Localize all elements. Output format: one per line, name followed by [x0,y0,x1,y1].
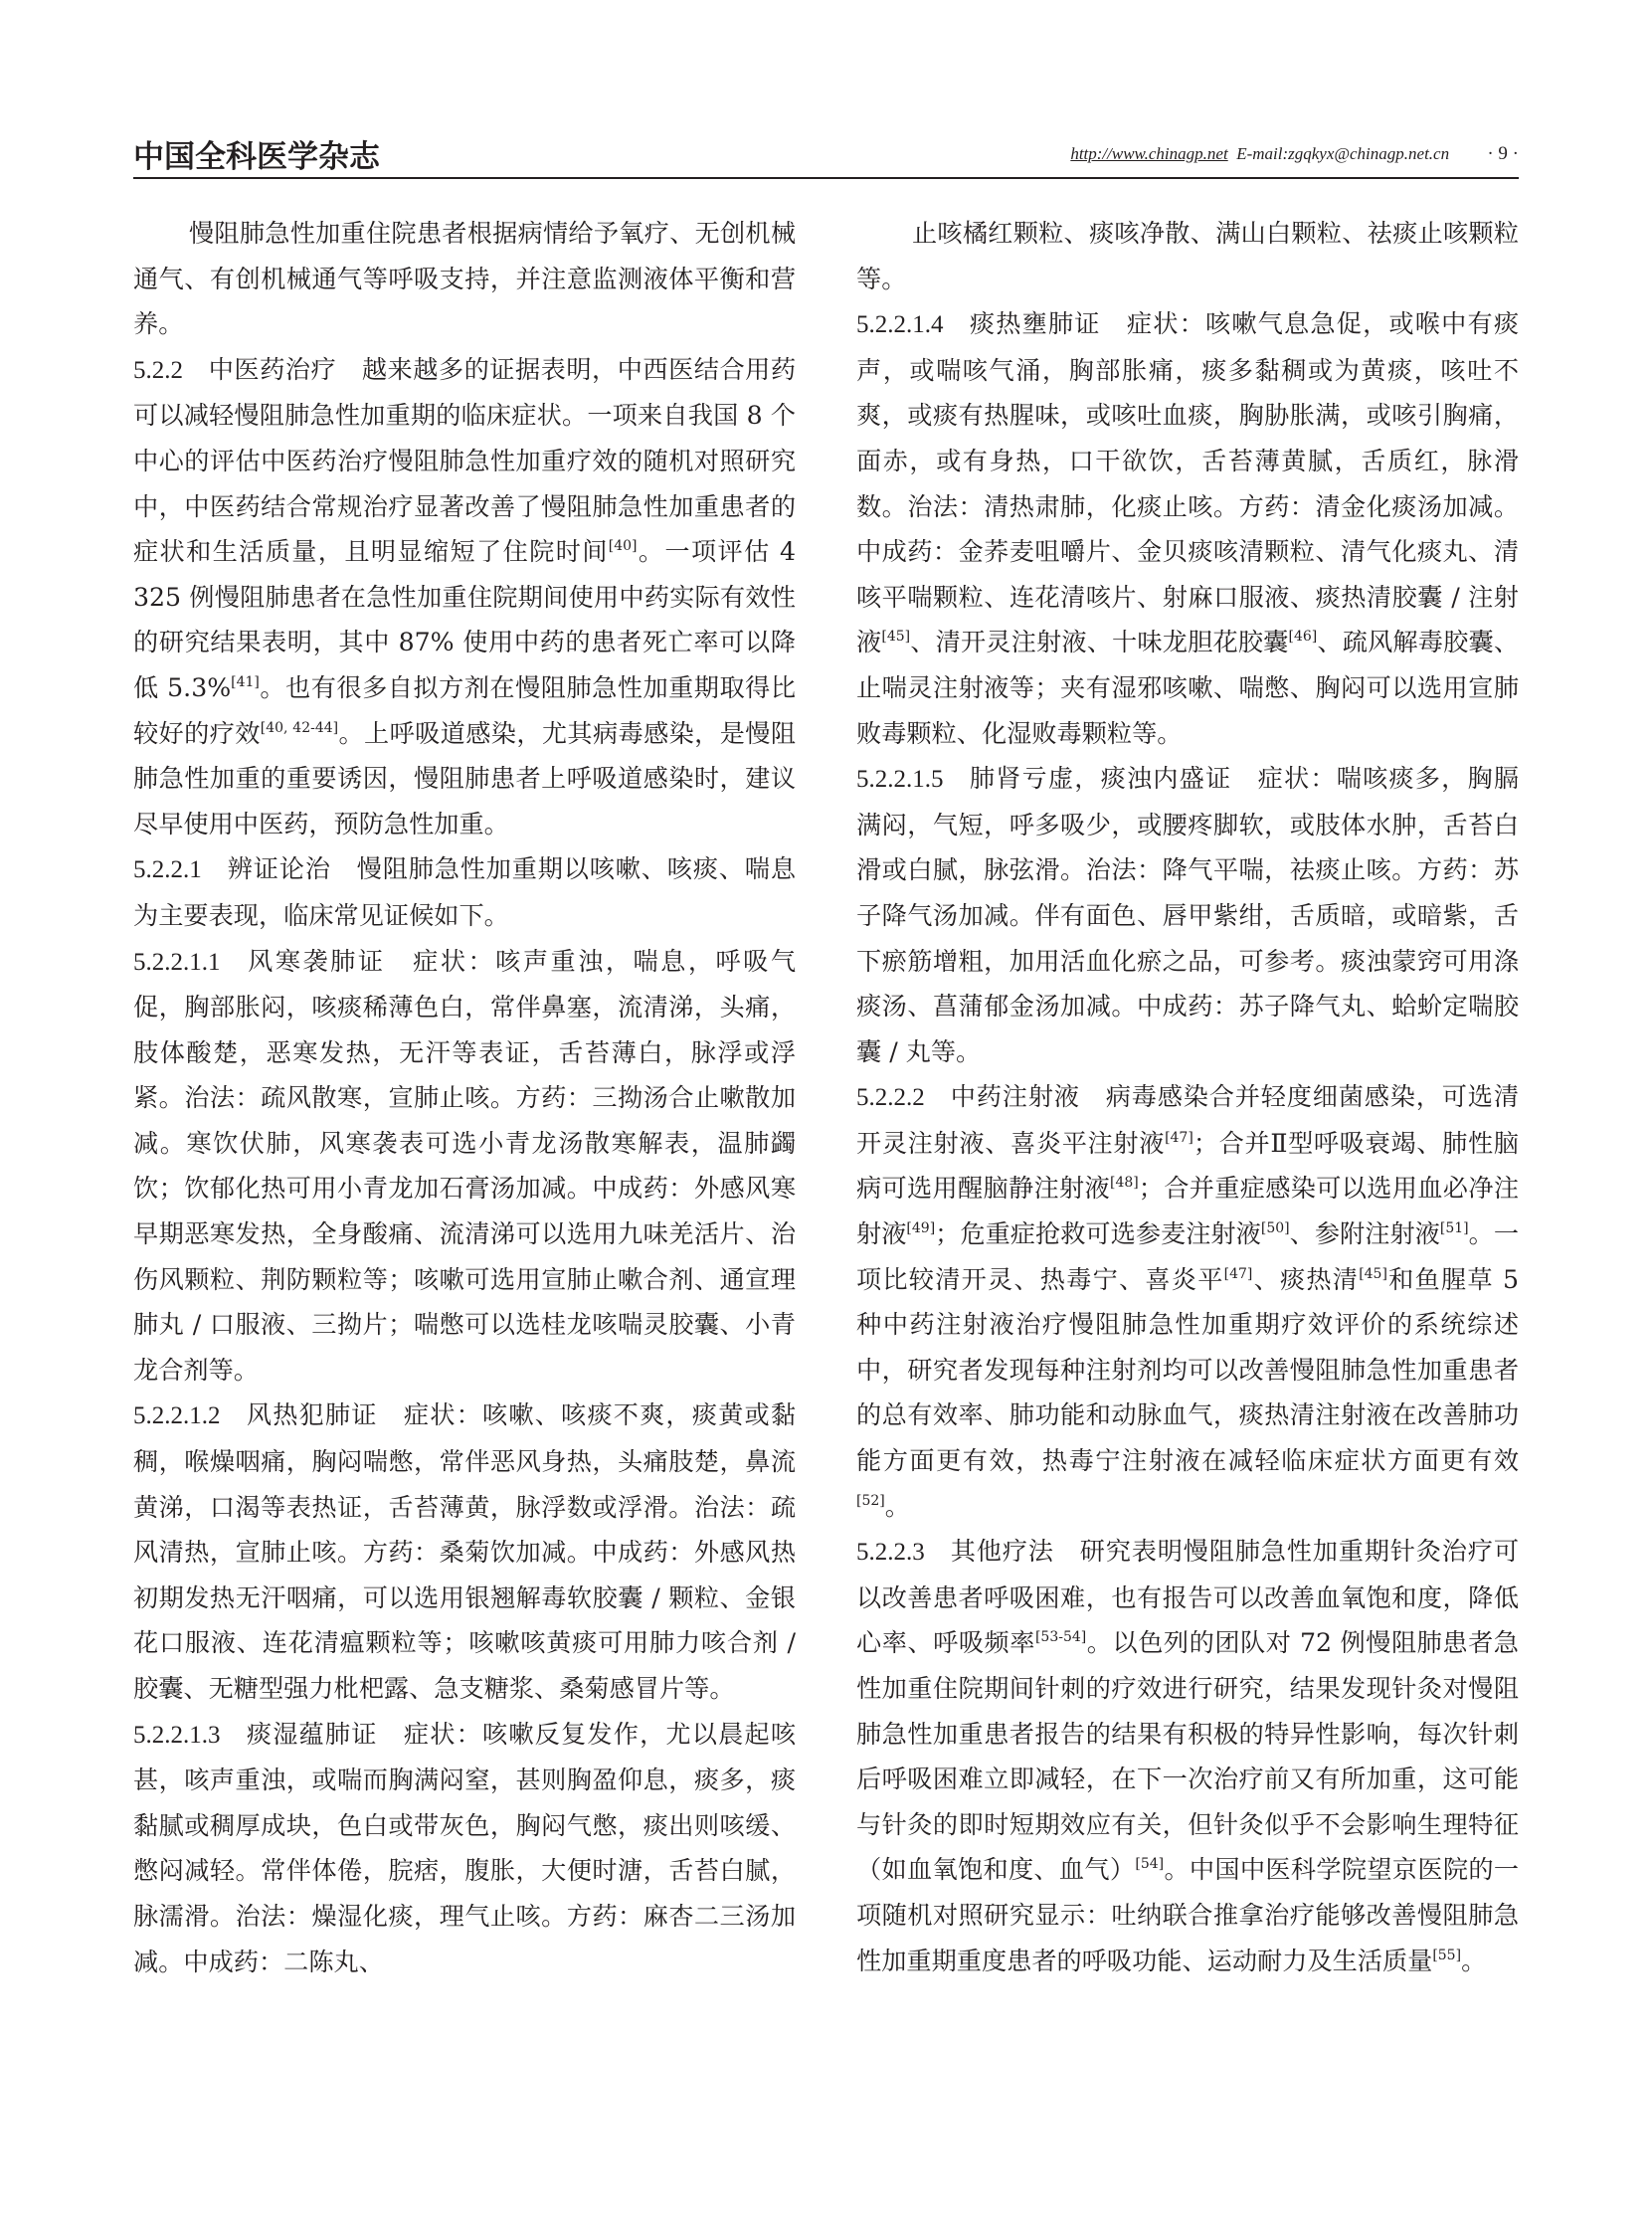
section-paragraph [856,756,1519,1074]
section-paragraph [856,1529,1519,1983]
paragraph-text: 肺肾亏虚，痰浊内盛证 症状：喘咳痰多，胸膈满闷，气短，呼多吸少，或腰疼脚软，或肢体水肿，舌苔白滑或白腻，脉弦滑。治法：降气平喘，祛痰止咳。方药：苏子降气汤加减。伴有面色、唇甲紫绀，舌质暗，或暗紫，舌下瘀筋增粗，加用活血化瘀之品，可参考。痰浊蒙窍可用涤痰汤、菖蒲郁金汤加减。中成药：苏子降气丸、蛤蚧定喘胶囊 / 丸等。 [856,764,1519,1066]
paragraph-text: 风热犯肺证 症状：咳嗽、咳痰不爽，痰黄或黏稠，喉燥咽痛，胸闷喘憋，常伴恶风身热，头痛肢楚，鼻流黄涕，口渴等表热证，舌苔薄黄，脉浮数或浮滑。治法：疏风清热，宣肺止咳。方药：桑菊饮加减。中成药：外感风热初期发热无汗咽痛，可以选用银翘解毒软胶囊 / 颗粒、金银花口服液、连花清瘟颗粒等；咳嗽咳黄痰可用肺力咳合剂 / 胶囊、无糖型强力枇杷露、急支糖浆、桑菊感冒片等。 [133,1400,796,1703]
paragraph-text: 止咳橘红颗粒、痰咳净散、满山白颗粒、祛痰止咳颗粒等。 [856,219,1519,293]
citation-ref[interactable]: [54] [1135,1856,1165,1873]
paragraph-text: 其他疗法 研究表明慢阻肺急性加重期针灸治疗可以改善患者呼吸困难，也有报告可以改善血氧饱和度，降低心率、呼吸频率[53-54]。以色列的团队对 72 例慢阻肺患者急性加重住院期间针刺的疗效进行研究，结果发现针灸对慢阻肺急性加重患者报告的结果有积极的特异性影响，每次针刺后呼吸困难立即减轻，在下一次治疗前又有所加重，这可能与针灸的即时短期效应有关，但针灸似乎不会影响生理特征（如血氧饱和度、血气）[54]。中国中医科学院望京医院的一项随机对照研究显示：吐纳联合推拿治疗能够改善慢阻肺急性加重期重度患者的呼吸功能、运动耐力及生活质量[55]。 [856,1537,1520,1975]
section-number: 5.2.2.1 [133,856,202,884]
citation-ref[interactable]: [47] [1223,1265,1253,1282]
citation-ref[interactable]: [41] [231,673,260,690]
section-number: 5.2.2.1.5 [856,766,944,794]
citation-ref[interactable]: [40] [608,538,638,555]
paragraph-text: 辨证论治 慢阻肺急性加重期以咳嗽、咳痰、喘息为主要表现，临床常见证候如下。 [133,854,796,930]
left-column [133,211,796,1984]
paragraph-text: 中药注射液 病毒感染合并轻度细菌感染，可选清开灵注射液、喜炎平注射液[47]；合并Ⅱ型呼吸衰竭、肺性脑病可选用醒脑静注射液[48]；合并重症感染可以选用血必净注射液[49]；危重症抢救可选参麦注射液[50]、参附注射液[51]。一项比较清开灵、热毒宁、喜炎平[47]、痰热清[45]和鱼腥草 5 种中药注射液治疗慢阻肺急性加重期疗效评价的系统综述中，研究者发现每种注射剂均可以改善慢阻肺急性加重患者的总有效率、肺功能和动脉血气，痰热清注射液在改善肺功能方面更有效，热毒宁注射液在减轻临床症状方面更有效[52]。 [856,1082,1520,1521]
section-number: 5.2.2.1.4 [856,311,944,339]
citation-ref[interactable]: [48] [1110,1175,1139,1192]
paragraph-text: 痰热壅肺证 症状：咳嗽气息急促，或喉中有痰声，或喘咳气涌，胸部胀痛，痰多黏稠或为黄痰，咳吐不爽，或痰有热腥味，或咳吐血痰，胸胁胀满，或咳引胸痛，面赤，或有身热，口干欲饮，舌苔薄黄腻，舌质红，脉滑数。治法：清热肃肺，化痰止咳。方药：清金化痰汤加减。中成药：金荞麦咀嚼片、金贝痰咳清颗粒、清气化痰丸、清咳平喘颗粒、连花清咳片、射麻口服液、痰热清胶囊 / 注射液[45]、清开灵注射液、十味龙胆花胶囊[46]、疏风解毒胶囊、止喘灵注射液等；夹有湿邪咳嗽、喘憋、胸闷可以选用宣肺败毒颗粒、化湿败毒颗粒等。 [856,309,1520,748]
section-paragraph [133,347,796,847]
right-column [856,211,1519,1983]
journal-title: 中国全科医学杂志 [133,139,380,175]
section-number: 5.2.2.2 [856,1084,925,1112]
section-number: 5.2.2.1.2 [133,1402,221,1430]
section-paragraph [856,1074,1519,1529]
paragraph-text: 痰湿蕴肺证 症状：咳嗽反复发作，尤以晨起咳甚，咳声重浊，或喘而胸满闷窒，甚则胸盈仰息，痰多，痰黏腻或稠厚成块，色白或带灰色，胸闷气憋，痰出则咳缓、憋闷减轻。常伴体倦，脘痞，腹胀，大便时溏，舌苔白腻，脉濡滑。治法：燥湿化痰，理气止咳。方药：麻杏二三汤加减。中成药：二陈丸、 [133,1719,796,1976]
section-paragraph [856,301,1519,756]
body-paragraph [133,211,796,347]
journal-email: E-mail:zgqkyx@chinagp.net.cn [1236,144,1450,163]
section-number: 5.2.2.3 [856,1539,925,1567]
page-header [133,131,1519,175]
section-number: 5.2.2 [133,356,183,384]
paragraph-text: 慢阻肺急性加重住院患者根据病情给予氧疗、无创机械通气、有创机械通气等呼吸支持，并注意监测液体平衡和营养。 [133,219,796,339]
citation-ref[interactable]: [40, 42-44] [260,719,339,736]
journal-url-link[interactable]: http://www.chinagp.net [1070,144,1228,163]
citation-ref[interactable]: [52] [856,1492,885,1509]
header-divider [133,177,1519,179]
header-contact [1070,143,1519,165]
citation-ref[interactable]: [45] [1359,1265,1387,1282]
citation-ref[interactable]: [55] [1432,1947,1462,1963]
citation-ref[interactable]: [49] [906,1220,936,1237]
section-paragraph [133,1712,796,1985]
section-paragraph [133,846,796,938]
citation-ref[interactable]: [45] [881,629,911,646]
section-paragraph [133,939,796,1394]
citation-ref[interactable]: [51] [1439,1220,1469,1237]
citation-ref[interactable]: [53-54] [1034,1629,1087,1646]
section-number: 5.2.2.1.1 [133,948,221,976]
paragraph-text: 中医药治疗 越来越多的证据表明，中西医结合用药可以减轻慢阻肺急性加重期的临床症状。一项来自我国 8 个中心的评估中医药治疗慢阻肺急性加重疗效的随机对照研究中，中医药结合常规治疗显著改善了慢阻肺急性加重患者的症状和生活质量，且明显缩短了住院时间[40]。一项评估 4 325 例慢阻肺患者在急性加重住院期间使用中药实际有效性的研究结果表明，其中 87% 使用中药的患者死亡率可以降低 5.3%[41]。也有很多自拟方剂在慢阻肺急性加重期取得比较好的疗效[40, 42-44]。上呼吸道感染，尤其病毒感染，是慢阻肺急性加重的重要诱因，慢阻肺患者上呼吸道感染时，建议尽早使用中医药，预防急性加重。 [133,354,797,838]
section-paragraph [133,1393,796,1711]
citation-ref[interactable]: [50] [1260,1220,1290,1237]
body-paragraph [856,211,1519,301]
citation-ref[interactable]: [46] [1288,629,1318,646]
page-number: · 9 · [1487,143,1519,164]
paragraph-text: 风寒袭肺证 症状：咳声重浊，喘息，呼吸气促，胸部胀闷，咳痰稀薄色白，常伴鼻塞，流清涕，头痛，肢体酸楚，恶寒发热，无汗等表证，舌苔薄白，脉浮或浮紧。治法：疏风散寒，宣肺止咳。方药：三拗汤合止嗽散加减。寒饮伏肺，风寒袭表可选小青龙汤散寒解表，温肺蠲饮；饮郁化热可用小青龙加石膏汤加减。中成药：外感风寒早期恶寒发热，全身酸痛、流清涕可以选用九味羌活片、治伤风颗粒、荆防颗粒等；咳嗽可选用宣肺止嗽合剂、通宣理肺丸 / 口服液、三拗片；喘憋可以选桂龙咳喘灵胶囊、小青龙合剂等。 [133,946,796,1385]
citation-ref[interactable]: [47] [1165,1129,1193,1146]
section-number: 5.2.2.1.3 [133,1721,221,1749]
